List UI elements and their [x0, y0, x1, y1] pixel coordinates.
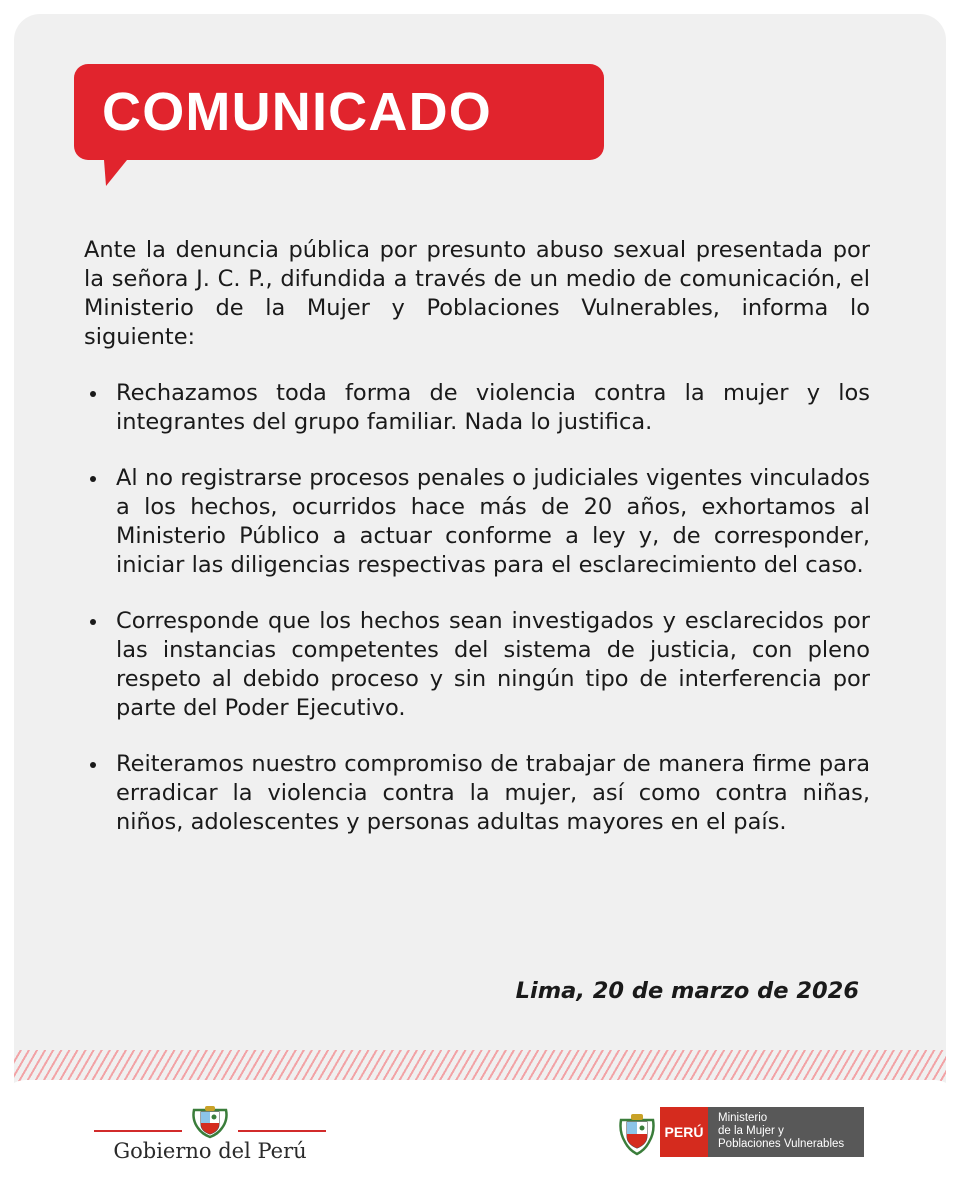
bullet-icon: [90, 762, 96, 768]
list-item-text: Reiteramos nuestro compromiso de trabajar de manera firme para erradicar la violencia contra la mujer, así como contra niñas, niños, adolescentes y personas adultas mayores en el país.: [116, 751, 870, 835]
list-item: [84, 750, 870, 837]
announcement-card: [14, 14, 946, 1164]
list-item: [84, 379, 870, 437]
divider-line: [238, 1130, 326, 1132]
ministry-name-box: [708, 1107, 864, 1157]
date-line: Lima, 20 de marzo de 2026: [515, 978, 859, 1004]
coat-of-arms-icon: [190, 1104, 230, 1140]
ministry-line-3: Poblaciones Vulnerables: [718, 1138, 845, 1150]
list-item-text: Rechazamos toda forma de violencia contra la mujer y los integrantes del grupo familiar. Nada lo justifica.: [116, 380, 870, 435]
gobierno-del-peru-logo: [94, 1100, 326, 1166]
list-item: [84, 607, 870, 723]
bullet-list: [84, 379, 870, 837]
list-item: [84, 464, 870, 580]
list-item-text: Corresponde que los hechos sean investigados y esclarecidos por las instancias competentes del sistema de justicia, con pleno respeto al debido proceso y sin ningún tipo de interferencia por parte del Poder Ejecutivo.: [116, 608, 870, 721]
announcement-body: [84, 236, 870, 864]
bullet-icon: [90, 476, 96, 482]
bullet-icon: [90, 619, 96, 625]
intro-paragraph: Ante la denuncia pública por presunto abuso sexual presentada por la señora J. C. P., difundida a través de un medio de comunicación, el Ministerio de la Mujer y Poblaciones Vulnerables, informa lo siguiente:: [84, 237, 870, 350]
list-item-text: Al no registrarse procesos penales o judiciales vigentes vinculados a los hechos, ocurridos hace más de 20 años, exhortamos al Ministerio Público a actuar conforme a ley y, de corresponder, iniciar las diligencias respectivas para el esclarecimiento del caso.: [116, 465, 870, 578]
gobierno-label: Gobierno del Perú: [113, 1139, 307, 1163]
ministry-logo: [618, 1104, 864, 1158]
bullet-icon: [90, 391, 96, 397]
ministry-line-2: de la Mujer y: [718, 1125, 784, 1137]
title-banner: [74, 64, 604, 160]
divider-line: [94, 1130, 182, 1132]
ministry-line-1: Ministerio: [718, 1112, 768, 1124]
peru-label: PERÚ: [660, 1107, 708, 1157]
coat-of-arms-icon: [618, 1106, 656, 1158]
page-title: COMUNICADO: [102, 82, 492, 142]
